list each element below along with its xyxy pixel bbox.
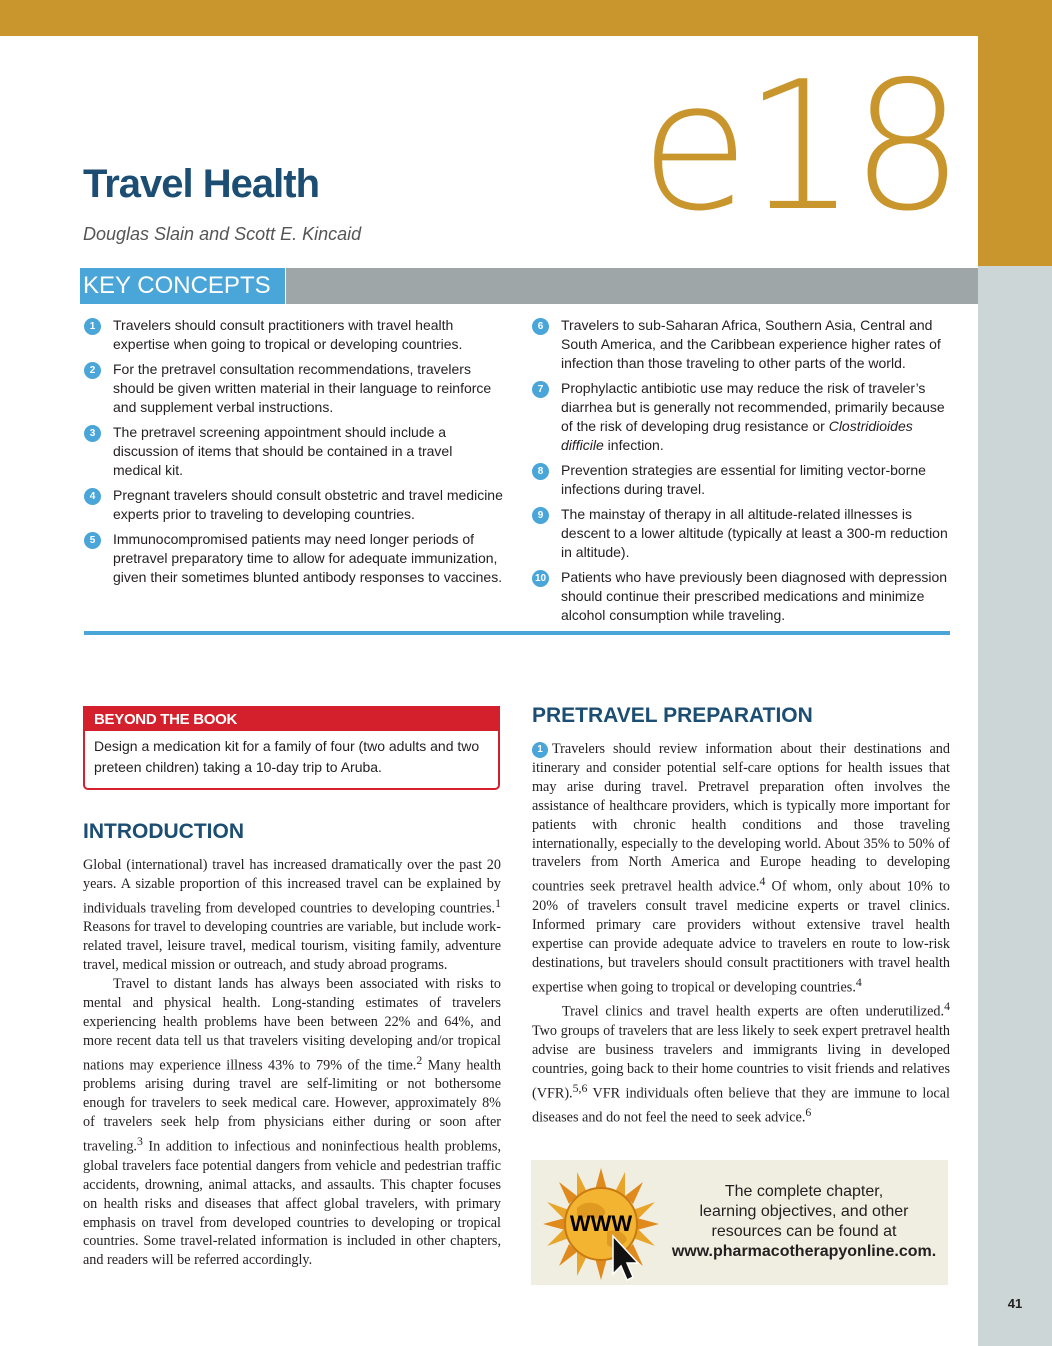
citation-ref: 2 xyxy=(416,1052,423,1067)
introduction-paragraph xyxy=(83,975,501,1270)
citation-ref: 5,6 xyxy=(572,1080,588,1095)
key-concept-text: Prevention strategies are essential for limiting vector-borne infections during travel. xyxy=(561,462,926,497)
key-concept-number-badge: 1 xyxy=(84,318,101,335)
chapter-number: e18 xyxy=(640,43,959,250)
promo-line: learning objectives, and other xyxy=(699,1203,909,1220)
key-concept-italic-term: Clostridioides difficile xyxy=(561,418,913,453)
key-concepts-header-bar xyxy=(286,268,978,304)
beyond-the-book-body: Design a medication kit for a family of four (two adults and two preteen children) taking a 10-day trip to Aruba. xyxy=(94,738,480,775)
paragraph-text: Of whom, only about 10% to 20% of travelers consult travel medicine experts or travel clinics. Informed primary care providers without extensive travel health expertise can provide adequate advice to travelers en route to low-risk destinations, but travelers should consult practitioners with travel health expertise when going to tropical or developing countries. xyxy=(532,879,950,996)
citation-ref: 1 xyxy=(495,895,501,910)
key-concept-item xyxy=(532,505,952,562)
promo-line: resources can be found at xyxy=(711,1223,897,1240)
pretravel-paragraph xyxy=(532,997,950,1128)
www-logo-text: WWW xyxy=(569,1211,633,1236)
key-concept-text: Travelers should consult practitioners with travel health expertise when going to tropical or developing countries. xyxy=(113,317,463,352)
key-concept-number-badge: 3 xyxy=(84,425,101,442)
pretravel-preparation-heading: PRETRAVEL PREPARATION xyxy=(532,704,813,727)
key-concepts-right-column xyxy=(532,316,952,631)
key-concepts-divider xyxy=(84,631,950,635)
key-concept-text: For the pretravel consultation recommendations, travelers should be given written material in their language to reinforce and supplement verbal instructions. xyxy=(113,361,492,415)
pretravel-preparation-body xyxy=(532,740,950,1128)
beyond-the-book-box xyxy=(83,706,500,790)
citation-ref: 4 xyxy=(759,874,766,889)
key-concept-text: Patients who have previously been diagnosed with depression should continue their prescribed medications and minimize alcohol consumption while traveling. xyxy=(561,569,948,623)
key-concept-item xyxy=(84,423,504,480)
key-concept-item xyxy=(532,316,952,373)
key-concept-text: Immunocompromised patients may need longer periods of pretravel preparatory time to allow for adequate immunization, given their sometimes blunted antibody responses to vaccines. xyxy=(113,531,503,585)
key-concept-number-badge: 10 xyxy=(532,570,549,587)
top-decorative-bar xyxy=(0,0,1052,36)
corner-gold-block xyxy=(978,36,1052,266)
key-concept-number-badge: 5 xyxy=(84,532,101,549)
key-concepts-header: KEY CONCEPTS xyxy=(80,268,285,304)
introduction-heading: INTRODUCTION xyxy=(83,820,244,843)
key-concept-item xyxy=(84,316,504,354)
key-concept-text: The mainstay of therapy in all altitude-related illnesses is descent to a lower altitude (typically at least a 300-m reduction in altitude). xyxy=(561,506,948,560)
key-concept-number-badge: 7 xyxy=(532,381,549,398)
paragraph-text: Reasons for travel to developing countries are variable, but include work-related travel, leisure travel, medical tourism, visiting family, adventure travel, medical mission or outreach, and study abroad programs. xyxy=(83,919,501,974)
key-concept-marker-badge: 1 xyxy=(532,742,548,758)
key-concept-number-badge: 8 xyxy=(532,463,549,480)
www-globe-cursor-icon xyxy=(541,1166,661,1282)
key-concept-text: The pretravel screening appointment should include a discussion of items that should be contained in a travel medical kit. xyxy=(113,424,453,478)
paragraph-text: Travel to distant lands has always been associated with risks to mental and physical health. Long-standing estimates of travelers experiencing health problems have been between 22% and 64%, and more recent data tell us that travelers visiting developing and/or tropical nations may experience illness 43% to 79% of the time. xyxy=(83,976,501,1074)
right-side-bar xyxy=(978,266,1052,1346)
promo-line: The complete chapter, xyxy=(724,1183,884,1200)
chapter-authors: Douglas Slain and Scott E. Kincaid xyxy=(83,224,362,244)
paragraph-text: In addition to infectious and noninfectious health problems, global travelers face potential dangers from vehicle and pedestrian traffic accidents, drowning, animal attacks, and assaults. This chapter focuses on health risks and diseases that affect global travelers, with primary emphasis on travel from developed countries to developing or tropical countries. Some travel-related information is included in other chapters, and readers will be referred accordingly. xyxy=(83,1138,501,1269)
paragraph-text: Travel clinics and travel health experts are often underutilized. xyxy=(562,1003,945,1020)
promo-url-link[interactable]: www.pharmacotherapyonline.com. xyxy=(671,1243,937,1260)
key-concept-number-badge: 9 xyxy=(532,507,549,524)
key-concept-number-badge: 6 xyxy=(532,318,549,335)
citation-ref: 3 xyxy=(136,1134,143,1149)
paragraph-text: Two groups of travelers that are less likely to seek expert pretravel health advise are business travelers and immigrants living in developed countries, going back to their home countries to visit friends and relatives (VFR). xyxy=(532,1022,950,1102)
key-concept-text: Pregnant travelers should consult obstetric and travel medicine experts prior to traveling to developing countries. xyxy=(113,487,503,522)
citation-ref: 4 xyxy=(944,999,950,1014)
pretravel-paragraph xyxy=(532,740,950,997)
key-concept-number-badge: 4 xyxy=(84,488,101,505)
key-concept-item xyxy=(84,530,504,587)
online-resources-promo xyxy=(531,1160,948,1285)
key-concept-text-tail: infection. xyxy=(603,437,664,453)
paragraph-text: Travelers should review information about their destinations and itinerary and consider potential self-care options for health issues that may arise during travel. Pretravel preparation often involves the assistance of healthcare providers, which is typically more important for patients with chronic health conditions and those traveling internationally, especially to the developing world. About 35% to 50% of travelers from North America and Europe heading to developing countries seek pretravel health advice. xyxy=(532,741,950,896)
paragraph-text: VFR individuals often believe that they are immune to local diseases and do not feel the need to seek advice. xyxy=(532,1085,950,1126)
citation-ref: 4 xyxy=(855,974,862,989)
beyond-the-book-title: BEYOND THE BOOK xyxy=(85,708,498,731)
key-concept-item xyxy=(532,568,952,625)
introduction-body xyxy=(83,856,501,1270)
citation-ref: 6 xyxy=(805,1105,812,1120)
key-concept-item xyxy=(84,360,504,417)
introduction-paragraph xyxy=(83,856,501,975)
key-concept-item xyxy=(84,486,504,524)
chapter-title: Travel Health xyxy=(83,162,320,206)
paragraph-text: Global (international) travel has increased dramatically over the past 20 years. A sizable proportion of this increased travel can be explained by individuals traveling from developed countries to developing countries. xyxy=(83,857,501,917)
key-concept-item xyxy=(532,379,952,455)
key-concept-number-badge: 2 xyxy=(84,362,101,379)
paragraph-text: Many health problems arising during travel are self-limiting or not bothersome enough for travelers to seek medical care. However, approximately 8% of travelers seek help from physicians either during or soon after traveling. xyxy=(83,1057,502,1155)
key-concept-text: Prophylactic antibiotic use may reduce the risk of traveler’s diarrhea but is generally not recommended, primarily because of the risk of developing drug resistance or xyxy=(561,380,945,434)
page-number: 41 xyxy=(1007,1296,1023,1311)
key-concept-text: Travelers to sub-Saharan Africa, Southern Asia, Central and South America, and the Caribbean experience higher rates of infection than those traveling to other parts of the world. xyxy=(561,317,941,371)
key-concepts-left-column xyxy=(84,316,504,593)
key-concept-item xyxy=(532,461,952,499)
promo-text xyxy=(659,1182,949,1262)
